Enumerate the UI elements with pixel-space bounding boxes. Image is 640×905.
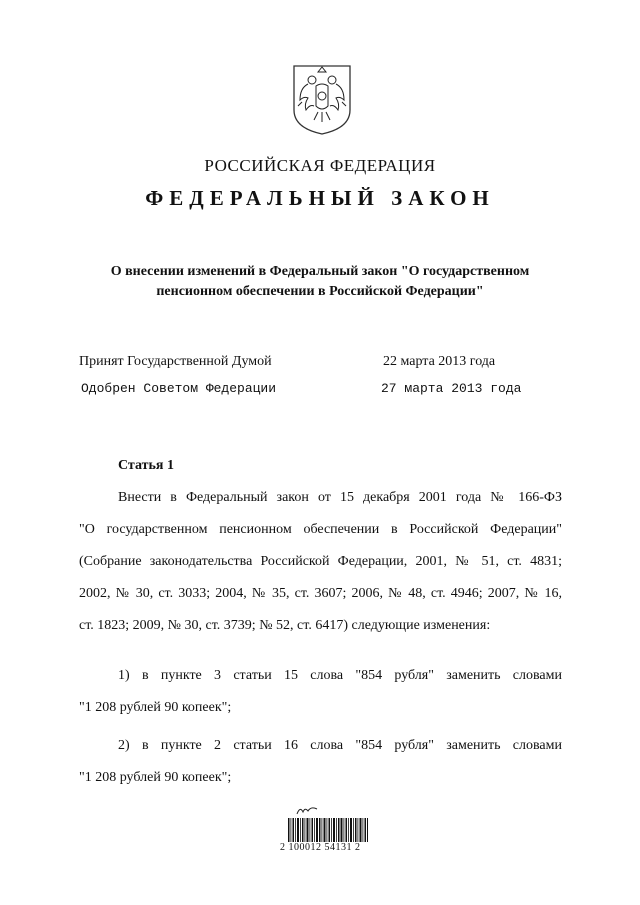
duma-adoption-label: Принят Государственной Думой [79, 354, 272, 369]
paragraph-line: ст. 1823; 2009, № 30, ст. 3739; № 52, ст. 6417) следующие изменения: [79, 618, 491, 633]
article-intro [79, 482, 562, 642]
law-type-title: ФЕДЕРАЛЬНЫЙ ЗАКОН [145, 186, 495, 210]
law-subject [60, 262, 580, 302]
country-name: РОССИЙСКАЯ ФЕДЕРАЦИЯ [204, 156, 436, 175]
article-title: Статья 1 [118, 458, 174, 473]
paragraph-line: Внести в Федеральный закон от 15 декабря 2001 года № 166-ФЗ [118, 490, 562, 505]
paragraph-line: 2) в пункте 2 статьи 16 слова "854 рубля" заменить словами [118, 738, 562, 753]
barcode-image [288, 818, 368, 842]
amendment-item-1 [79, 660, 562, 724]
amendment-item-2 [79, 730, 562, 794]
law-subject-line: пенсионном обеспечении в Российской Федерации" [156, 284, 484, 299]
handwritten-mark [296, 804, 318, 816]
paragraph-line: 2002, № 30, ст. 3033; 2004, № 35, ст. 3607; 2006, № 48, ст. 4946; 2007, № 16, [79, 586, 562, 601]
coat-of-arms-emblem [290, 62, 354, 136]
paragraph-line: 1) в пункте 3 статьи 15 слова "854 рубля" заменить словами [118, 668, 562, 683]
paragraph-line: (Собрание законодательства Российской Федерации, 2001, № 51, ст. 4831; [79, 554, 562, 569]
paragraph-line: "1 208 рублей 90 копеек"; [79, 700, 232, 715]
barcode-number: 2 100012 54131 2 [280, 842, 361, 853]
paragraph-line: "О государственном пенсионном обеспечении в Российской Федерации" [79, 522, 562, 537]
council-approval-label: Одобрен Советом Федерации [81, 381, 277, 396]
paragraph-line: "1 208 рублей 90 копеек"; [79, 770, 232, 785]
duma-adoption-date: 22 марта 2013 года [383, 354, 496, 369]
law-subject-line: О внесении изменений в Федеральный закон "О государственном [110, 264, 530, 279]
council-approval-date: 27 марта 2013 года [381, 381, 522, 396]
